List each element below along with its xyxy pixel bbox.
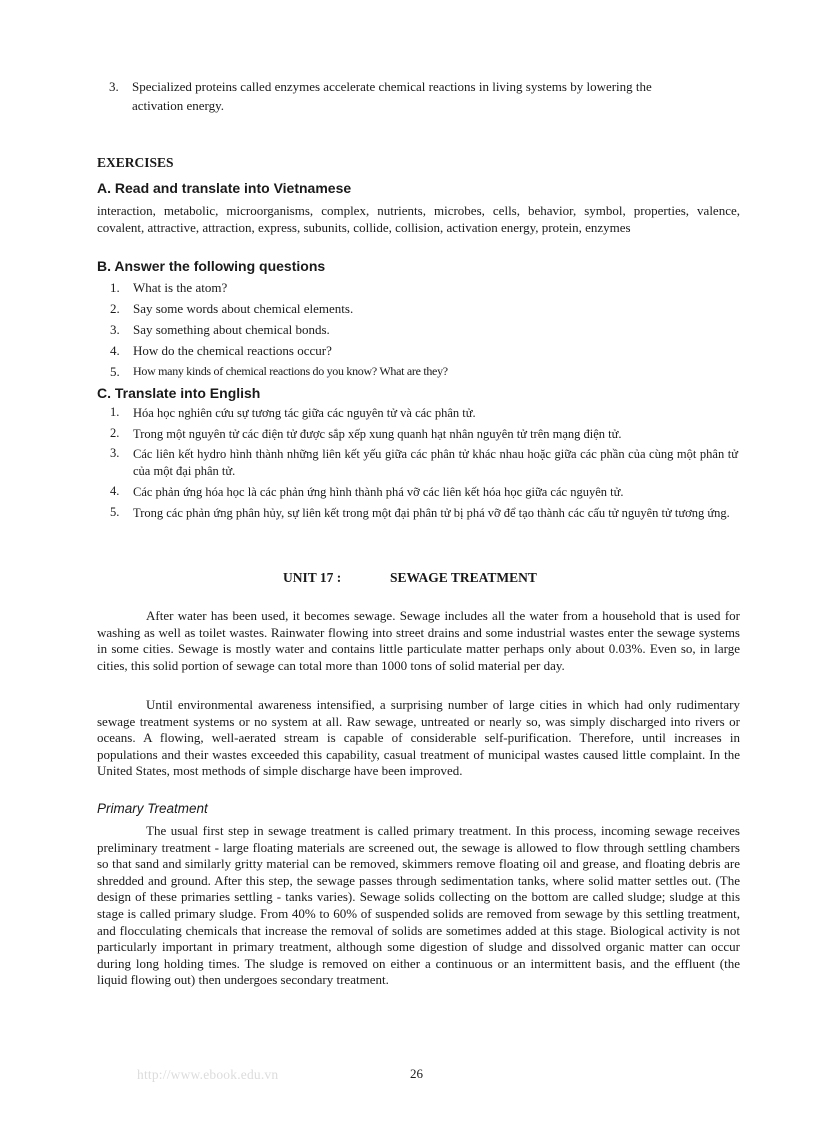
questions-list [97, 277, 743, 382]
list-item: 3. Say something about chemical bonds. [110, 322, 330, 337]
section-c-heading: C. Translate into English [97, 385, 261, 401]
list-number: 3. [109, 79, 119, 94]
page-number: 26 [410, 1066, 423, 1081]
list-item: 3. Các liên kết hydro hình thành những liên kết yếu giữa các phân tử khác nhau hoặc giữa các phần của cùng một phân tử của một đại phân tử. [110, 446, 738, 478]
list-item: 4. How do the chemical reactions occur? [110, 343, 332, 358]
watermark-url: http://www.ebook.edu.vn [137, 1067, 279, 1082]
list-item: 5. Trong các phản ứng phân hủy, sự liên kết trong một đại phân tử bị phá vỡ để tạo thành các cấu tử nguyên tử tương ứng. [110, 505, 730, 520]
list-item: 2. Trong một nguyên tử các điện tử được sắp xếp xung quanh hạt nhân nguyên tử trên mạng điện tử. [110, 426, 622, 441]
list-text: Specialized proteins called enzymes accelerate chemical reactions in living systems by lowering the [132, 79, 652, 94]
section-a-heading: A. Read and translate into Vietnamese [97, 180, 352, 196]
list-text-continuation: activation energy. [132, 98, 225, 113]
unit-title: SEWAGE TREATMENT [390, 570, 537, 585]
list-item: 4. Các phản ứng hóa học là các phản ứng hình thành phá vỡ các liên kết hóa học giữa các nguyên tử. [110, 484, 624, 499]
list-item: 1. What is the atom? [110, 280, 228, 295]
section-b-heading: B. Answer the following questions [97, 258, 326, 274]
list-item: 2. Say some words about chemical elements. [110, 301, 354, 316]
primary-treatment-heading: Primary Treatment [97, 801, 208, 816]
paragraph: After water has been used, it becomes sewage. Sewage includes all the water from a household that is used for washing as well as toilet wastes. Rainwater flowing into street drains and some industrial wastes enter the sewage systems in some cities. Sewage is mostly water and contains little particulate matter perhaps only about 0.03%. Even so, in large cities, this solid portion of sewage can total more than 1000 tons of solid material per day. [97, 608, 740, 673]
list-item: 5. How many kinds of chemical reactions do you know? What are they? [110, 364, 448, 379]
translation-list [97, 405, 743, 543]
paragraph: Until environmental awareness intensified, a surprising number of large cities in which had only rudimentary sewage treatment systems or no system at all. Raw sewage, untreated or nearly so, was simply discharged into rivers or oceans. A flowing, well-aerated stream is capable of considerable self-purification. Therefore, until increases in populations and their wastes exceeded this capability, casual treatment of municipal wastes caused little complaint. In the United States, most methods of simple discharge have been improved. [97, 697, 740, 779]
paragraph: The usual first step in sewage treatment is called primary treatment. In this process, incoming sewage receives preliminary treatment - large floating materials are screened out, the sewage is allowed to flow through settling chambers so that sand and similarly gritty material can be removed, skimmers remove floating oil and grease, and floating debris are shredded and ground. After this step, the sewage passes through sedimentation tanks, where solid matter settles out. (The design of these primaries settling - tanks varies). Sewage solids collecting on the bottom are called sludge; sludge at this stage is called primary sludge. From 40% to 60% of suspended solids are removed from sewage by this settling treatment, and flocculating chemicals that increase the removal of solids are sometimes added at this stage. Biological activity is not particularly important in primary treatment, although some digestion of sludge and dissolved organic matter can occur during long holding times. The sludge is removed on either a continuous or an intermittent basis, and the effluent (the liquid flowing out) then undergoes secondary treatment. [97, 823, 740, 988]
unit-number: UNIT 17 : [283, 570, 342, 585]
list-item: 1. Hóa học nghiên cứu sự tương tác giữa các nguyên tử và các phân tử. [110, 405, 476, 420]
vocabulary-list: interaction, metabolic, microorganisms, complex, nutrients, microbes, cells, behavior, symbol, properties, valence, covalent, attractive, attraction, express, subunits, collide, collision, activation energy, protein, enzymes [97, 203, 740, 235]
exercises-heading: EXERCISES [97, 155, 174, 170]
